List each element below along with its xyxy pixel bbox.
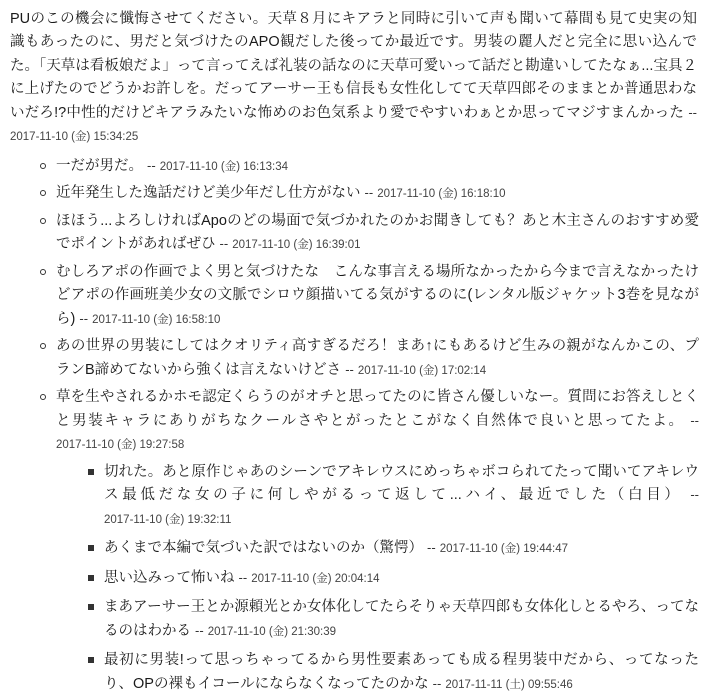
list-item — [88, 649, 699, 696]
reply-dash: -- — [690, 412, 699, 428]
root-post — [10, 8, 699, 149]
reply-timestamp: 2017-11-10 (金) 20:04:14 — [251, 572, 380, 585]
list-item — [40, 182, 699, 205]
reply-dash: -- — [147, 157, 156, 173]
reply-text: 最初に男装!って思っちゃってるから男性要素あっても成る程男装中だから、ってなったり、OPの裸もイコールにならなくなってたのかな — [104, 652, 699, 692]
reply-dash: -- — [364, 185, 374, 201]
reply-text: あの世界の男装にしてはクオリティ高すぎるだろ！まあ↑にもあるけど生みの親がなんかこの、プランB諦めてないから強くは言えないけどさ — [56, 338, 699, 378]
reply-timestamp: 2017-11-10 (金) 16:13:34 — [159, 160, 289, 173]
reply-timestamp: 2017-11-10 (金) 16:18:10 — [377, 188, 506, 201]
reply-dash: -- — [432, 675, 442, 691]
reply-text: 一だが男だ。 — [56, 157, 143, 174]
reply-timestamp: 2017-11-10 (金) 16:58:10 — [92, 313, 221, 326]
reply-timestamp: 2017-11-10 (金) 19:27:58 — [56, 439, 185, 452]
reply-dash: -- — [427, 540, 436, 556]
reply-timestamp: 2017-11-10 (金) 21:30:39 — [207, 625, 337, 638]
reply-text: まあアーサー王とか源頼光とか女体化してたらそりゃ天草四郎も女体化しとるやろ、ってなるのはわかる — [104, 599, 699, 639]
list-item — [88, 596, 699, 643]
root-post-text: PUのこの機会に懺悔させてください。天草８月にキアラと同時に引いて声も聞いて幕間も見て史実の知識もあったのに、男だと気づけたのAPO観だした後ってか最近です。男装の麗人だと完全に思い込んでた。「天草は看板娘だよ」って言ってえば礼装の話なのに天草可愛いって話だと勘違いしてたなぁ...宝具２に上げたのでどうかお許しを。だってアーサー王も信長も女性化してて天草四郎そのままとか普通思わないだろ!?中性的だけどキアラみたいな怖めのお色気系より愛でやすいわぁとか思ってマジすまんかった — [10, 11, 697, 121]
list-item — [40, 210, 699, 257]
reply-dash: -- — [195, 622, 204, 638]
reply-text: 切れた。あと原作じゃあのシーンでアキレウスにめっちゃボコられてたって聞いてアキレウス最低だな女の子に何しやがるって返して...ハイ、最近でした（白目） — [104, 463, 699, 504]
reply-timestamp: 2017-11-10 (金) 16:39:01 — [232, 239, 361, 252]
reply-dash: -- — [79, 310, 89, 326]
root-post-timestamp: 2017-11-10 (金) 15:34:25 — [10, 131, 139, 144]
reply-list-level-1 — [10, 155, 699, 696]
reply-text: ほほう...よろしければApoのどの場面で気づかれたのかお聞きしても？あと木主さんのおすすめ愛でポイントがあればぜひ — [56, 212, 699, 253]
list-item — [40, 155, 699, 178]
reply-text: 思い込みって怖いね — [104, 569, 235, 586]
reply-timestamp: 2017-11-10 (金) 19:32:11 — [104, 513, 232, 526]
list-item — [88, 537, 699, 560]
reply-timestamp: 2017-11-10 (金) 19:44:47 — [439, 543, 569, 556]
list-item — [40, 335, 699, 382]
root-post-dash: -- — [688, 104, 697, 120]
list-item — [40, 386, 699, 696]
reply-text: 近年発生した逸話だけど美少年だし仕方がない — [56, 185, 361, 202]
list-item — [88, 567, 699, 590]
list-item — [88, 461, 699, 531]
reply-dash: -- — [345, 361, 354, 377]
reply-dash: -- — [238, 569, 248, 585]
reply-dash: -- — [219, 236, 229, 252]
list-item — [40, 261, 699, 331]
reply-text: あくまで本編で気づいた訳ではないのか（驚愕） — [104, 540, 423, 557]
reply-text: 草を生やされるかホモ認定くらうのがオチと思ってたのに皆さん優しいなー。質問にお答えしとくと男装キャラにありがちなクールさやとがったとこがなく自然体で良いと思ってたよ。 — [56, 389, 699, 429]
reply-timestamp: 2017-11-10 (金) 17:02:14 — [357, 364, 487, 377]
reply-text: むしろアポの作画でよく男と気づけたな こんな事言える場所なかったから今まで言えなかったけどアポの作画班美少女の文脈でシロウ顔描いてる気がするのに(レンタル版ジャケット3巻を見ながら) — [56, 263, 699, 327]
reply-timestamp: 2017-11-11 (土) 09:55:46 — [445, 678, 573, 691]
reply-list-level-2 — [56, 461, 699, 696]
reply-dash: -- — [690, 487, 700, 503]
